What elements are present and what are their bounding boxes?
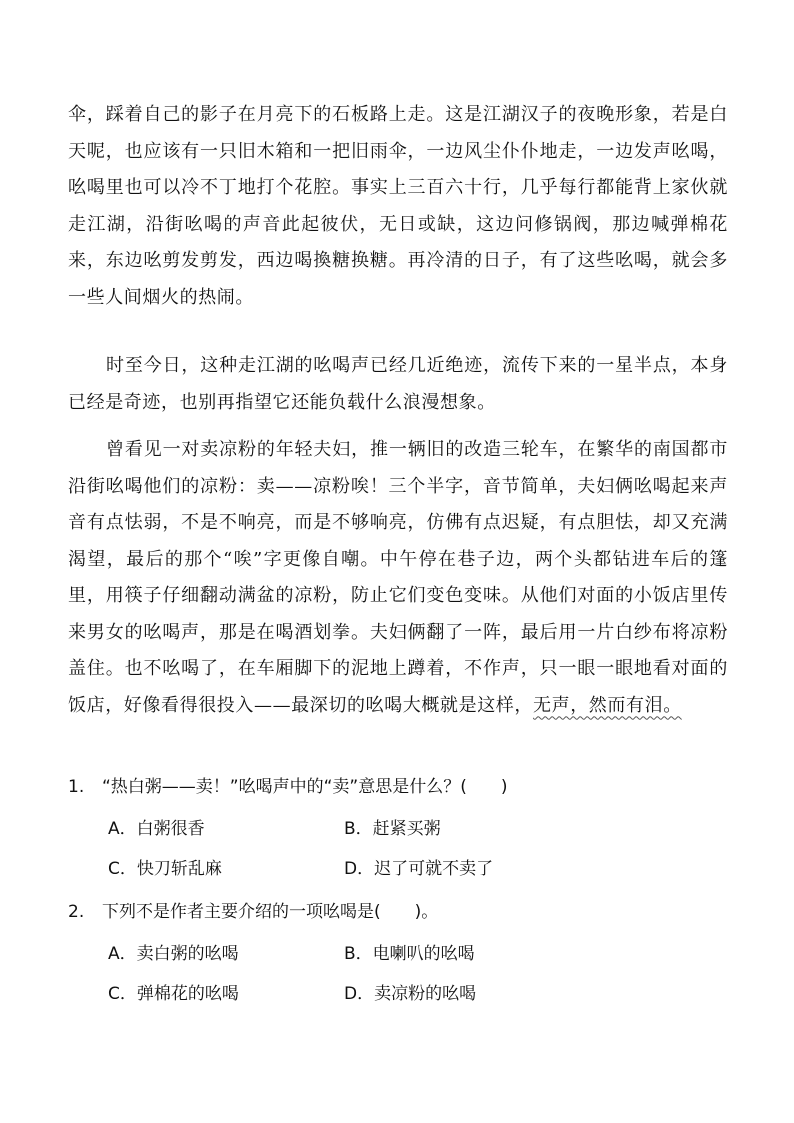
question-1 [68,772,508,797]
question-number: 2. [68,902,85,922]
question-1-option-a: A．白粥很香 [108,819,205,839]
question-2-option-d: D．卖凉粉的吆喝 [344,984,477,1004]
passage-paragraph-1: 伞，踩着自己的影子在月亮下的石板路上走。这是江湖汉子的夜晚形象，若是白天呢，也应该有一只旧木箱和一把旧雨伞，一边风尘仆仆地走，一边发声吆喝，吆喝里也可以冷不丁地打个花腔。事实上三百六十行，几乎每行都能背上家伙就走江湖，沿街吆喝的声音此起彼伏，无日或缺，这边问修锅阀，那边喊弹棉花来，东边吆剪发剪发，西边喝換糖换糖。再冷清的日子，有了这些吆喝，就会多一些人间烟火的热闹。 [68,104,728,308]
question-number: 1. [68,777,85,797]
passage-paragraph-3 [68,432,728,724]
question-1-option-d: D．迟了可就不卖了 [344,859,494,879]
question-2-option-c: C．弹棉花的吆喝 [108,984,239,1004]
question-2 [68,897,438,922]
passage-paragraph-2: 时至今日，这种走江湖的吆喝声已经几近绝迹，流传下来的一星半点，本身已经是奇迹，也别再指望它还能负载什么浪漫想象。 [68,355,728,413]
question-text: “热白粥——卖！”吆喝声中的“卖”意思是什么？( ) [102,777,508,797]
question-1-option-c: C．快刀斩乱麻 [108,859,222,879]
question-1-option-b: B．赶紧买粥 [344,819,441,839]
wavy-underlined-phrase: 无声，然而有泪。 [533,694,682,716]
paragraph-3-text: 曾看见一对卖凉粉的年轻夫妇，推一辆旧的改造三轮车，在繁华的南国都市沿街吆喝他们的凉粉：卖——凉粉唉！三个半字，音节简单，夫妇俩吆喝起来声音有点怯弱，不是不响亮，而是不够响亮，仿佛有点迟疑，有点胆怯，却又充满渴望，最后的那个“唉”字更像自嘲。中午停在巷子边，两个头都钻进车后的篷里，用筷子仔细翻动满盆的凉粉，防止它们变色变味。从他们对面的小饭店里传来男女的吆喝声，那是在喝酒划拳。夫妇俩翻了一阵，最后用一片白纱布将凉粉盖住。也不吆喝了，在车厢脚下的泥地上蹲着，不作声，只一眼一眼地看对面的饭店，好像看得很投入——最深切的吆喝大概就是这样， [68,439,728,716]
question-2-option-b: B．电喇叭的吆喝 [344,944,475,964]
question-2-option-a: A．卖白粥的吆喝 [108,944,239,964]
question-text: 下列不是作者主要介绍的一项吆喝是( )。 [102,902,439,922]
